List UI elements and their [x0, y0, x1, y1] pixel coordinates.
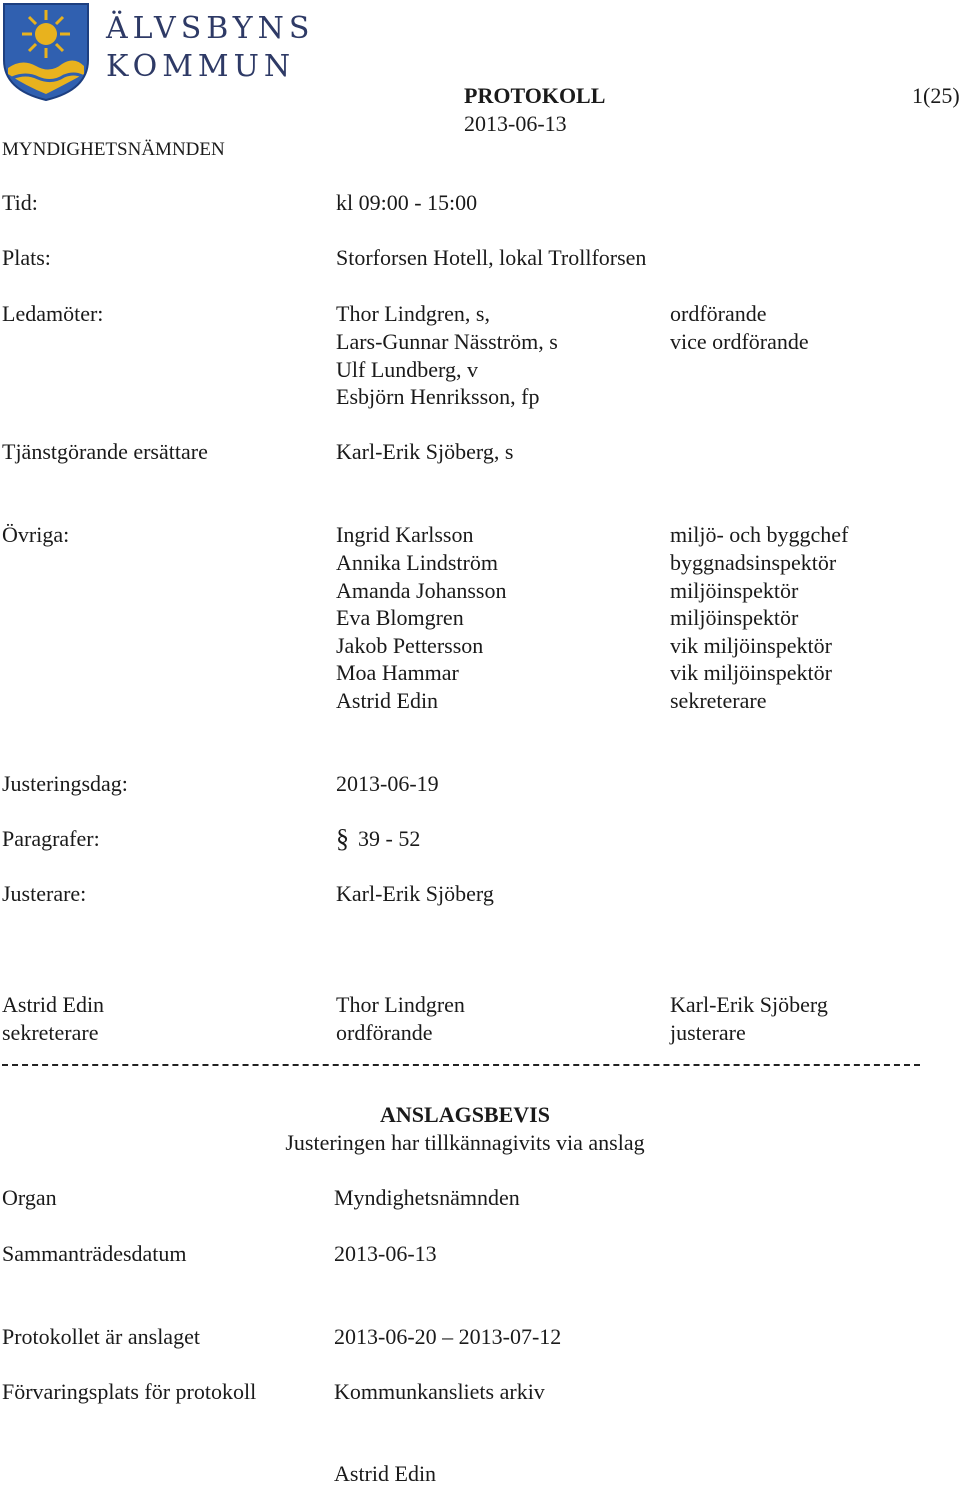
- other-role: miljöinspektör: [670, 605, 799, 630]
- other-role: vik miljöinspektör: [670, 633, 832, 658]
- other-role: sekreterare: [670, 688, 767, 713]
- adjust-day-label: Justeringsdag:: [2, 771, 128, 796]
- page-number: 1(25): [912, 83, 960, 108]
- adjuster-value: Karl-Erik Sjöberg: [336, 881, 494, 906]
- member-name: Thor Lindgren, s,: [336, 301, 490, 326]
- member-name: Esbjörn Henriksson, fp: [336, 384, 540, 409]
- meeting-date-value: 2013-06-13: [334, 1241, 437, 1266]
- document-date: 2013-06-13: [464, 111, 567, 136]
- other-name: Annika Lindström: [336, 550, 498, 575]
- adjust-day-value: 2013-06-19: [336, 771, 439, 796]
- meeting-date-label: Sammanträdesdatum: [2, 1241, 187, 1266]
- paragraphs-value: 39 - 52: [358, 826, 421, 851]
- posted-label: Protokollet är anslaget: [2, 1324, 200, 1349]
- substitute-name: Karl-Erik Sjöberg, s: [336, 439, 514, 464]
- time-value: kl 09:00 - 15:00: [336, 190, 478, 215]
- notice-subtitle: Justeringen har tillkännagivits via anslag: [285, 1130, 645, 1155]
- other-name: Jakob Pettersson: [336, 633, 484, 658]
- signature-name: Thor Lindgren: [336, 992, 465, 1017]
- signature-role: ordförande: [336, 1020, 433, 1045]
- posted-value: 2013-06-20 – 2013-07-12: [334, 1324, 562, 1349]
- organ-label: Organ: [2, 1185, 57, 1210]
- other-name: Ingrid Karlsson: [336, 522, 474, 547]
- other-role: byggnadsinspektör: [670, 550, 837, 575]
- time-label: Tid:: [2, 190, 38, 215]
- member-role: vice ordförande: [670, 329, 809, 354]
- other-role: vik miljöinspektör: [670, 660, 832, 685]
- member-role: ordförande: [670, 301, 767, 326]
- signature-role: justerare: [670, 1020, 746, 1045]
- substitutes-label: Tjänstgörande ersättare: [2, 439, 208, 464]
- other-role: miljö- och byggchef: [670, 522, 849, 547]
- brand-name-line2: KOMMUN: [106, 49, 296, 84]
- other-name: Moa Hammar: [336, 660, 459, 685]
- member-name: Lars-Gunnar Näsström, s: [336, 329, 558, 354]
- document-type: PROTOKOLL: [464, 83, 606, 108]
- other-role: miljöinspektör: [670, 578, 799, 603]
- department-name: MYNDIGHETSNÄMNDEN: [2, 139, 225, 160]
- storage-value: Kommunkansliets arkiv: [334, 1379, 545, 1404]
- paragraphs-label: Paragrafer:: [2, 826, 100, 851]
- signature-role: sekreterare: [2, 1020, 99, 1045]
- paragraph-sign: §: [336, 824, 349, 853]
- adjuster-label: Justerare:: [2, 881, 87, 906]
- other-name: Amanda Johansson: [336, 578, 507, 603]
- municipal-crest-sun-over-water-icon: [2, 2, 90, 102]
- members-label: Ledamöter:: [2, 301, 104, 326]
- place-label: Plats:: [2, 245, 51, 270]
- member-name: Ulf Lundberg, v: [336, 357, 478, 382]
- others-label: Övriga:: [2, 522, 70, 547]
- signature-name: Karl-Erik Sjöberg: [670, 992, 828, 1017]
- notice-signer: Astrid Edin: [334, 1461, 437, 1486]
- storage-label: Förvaringsplats för protokoll: [2, 1379, 257, 1404]
- signature-name: Astrid Edin: [2, 992, 105, 1017]
- notice-title: ANSLAGSBEVIS: [380, 1102, 550, 1127]
- section-divider: [2, 1064, 920, 1066]
- place-value: Storforsen Hotell, lokal Trollforsen: [336, 245, 647, 270]
- other-name: Astrid Edin: [336, 688, 439, 713]
- brand-name-line1: ÄLVSBYNS: [106, 11, 315, 46]
- other-name: Eva Blomgren: [336, 605, 464, 630]
- organ-value: Myndighetsnämnden: [334, 1185, 520, 1210]
